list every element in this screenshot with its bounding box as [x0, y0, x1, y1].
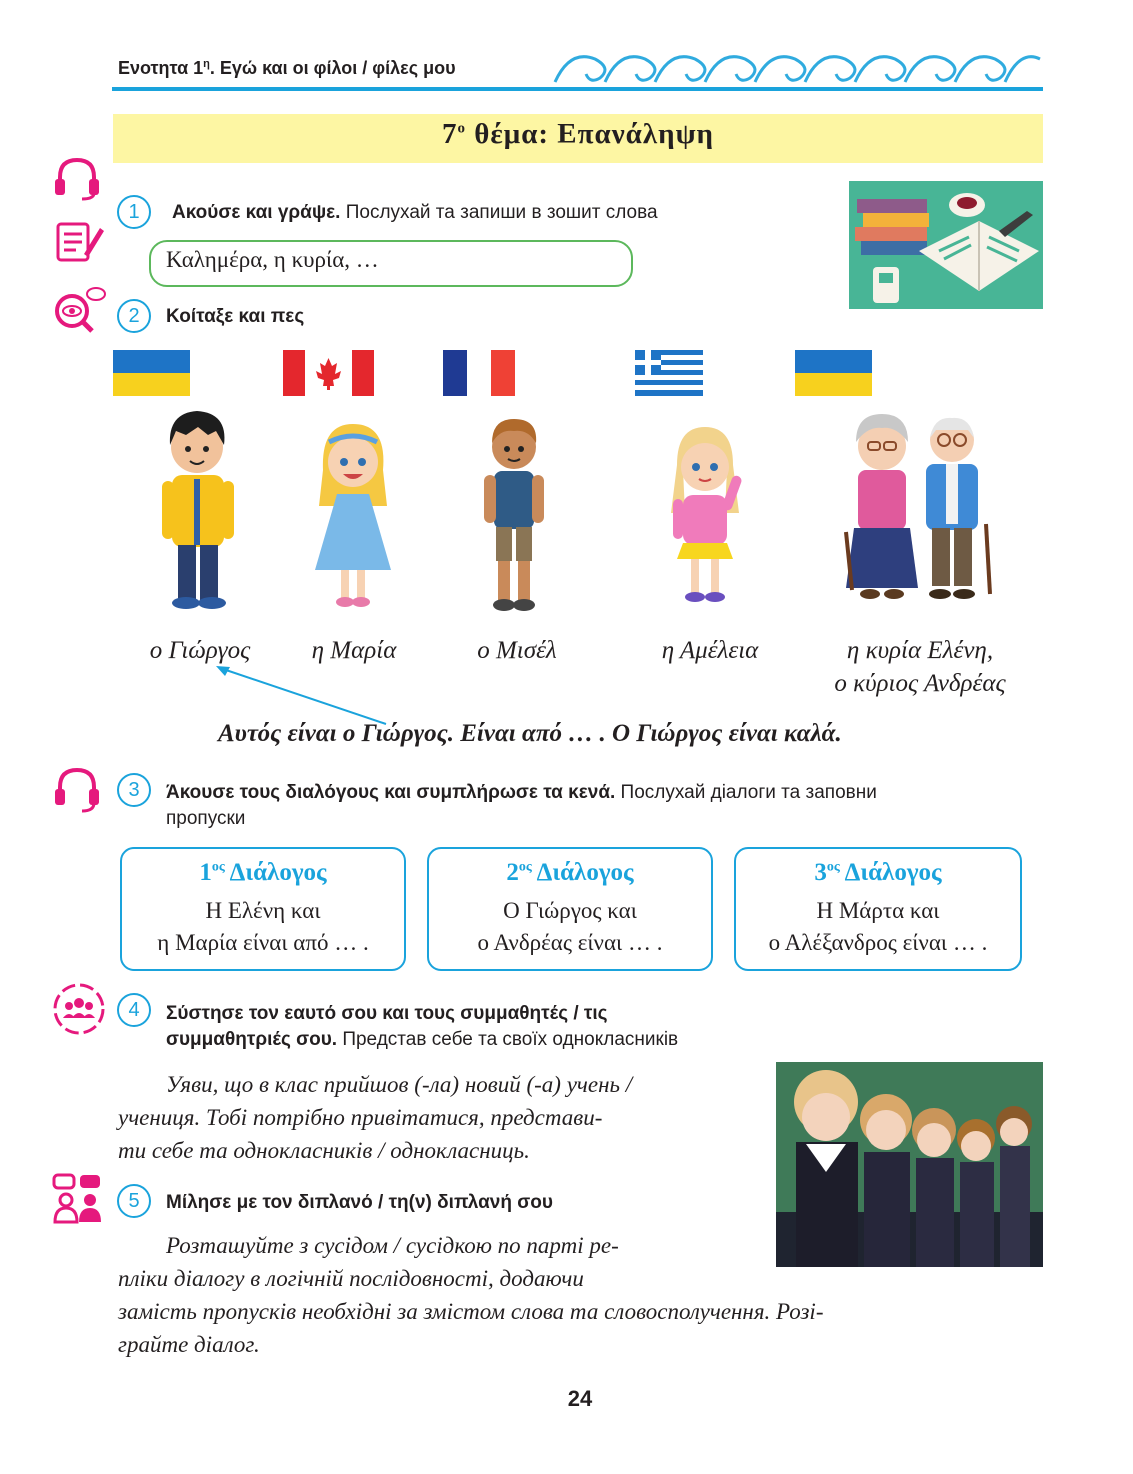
text-line: замість пропусків необхідні за змістом слова та словосполучення. Розі- [118, 1299, 824, 1324]
task-number-2: 2 [117, 299, 151, 333]
name-kyrios-andreas: ο κύριος Ανδρέας [834, 670, 1006, 697]
greece-flag [635, 350, 703, 396]
boy-giorgos-figure [150, 405, 245, 611]
headphones-icon-2 [52, 765, 102, 815]
text-line: ти себе та однокласників / однокласниць. [118, 1138, 530, 1163]
task5-instruction: Μίλησε με τον διπλανό / τη(ν) διπλανή σου [166, 1192, 553, 1213]
dialog-line: ο Αλέξανδρος είναι … . [768, 930, 988, 955]
canada-flag [283, 350, 374, 396]
task4-instruction-line2: συμμαθητριές σου. Представ себе та своїх однокласників [166, 1029, 679, 1050]
girl-ameleia-figure [655, 425, 755, 609]
boy-misel-figure [478, 415, 550, 613]
task4-instruction: Σύστησε τον εαυτό σου και τους συμμαθητές / τις [166, 1003, 608, 1024]
ukraine-flag [113, 350, 190, 396]
pointer-arrow [210, 662, 390, 728]
task5-text [118, 1229, 1043, 1361]
page-number: 24 [567, 1386, 593, 1411]
dialog-title-2: $2^{o\varsigma}$ Διάλογος [506, 859, 634, 886]
headphones-icon [52, 155, 102, 201]
france-flag [443, 350, 515, 396]
task3-instruction-line2: пропуски [166, 808, 246, 829]
dialog-box-1 [120, 847, 406, 971]
books-illustration [849, 181, 1043, 309]
text-line: Уяви, що в клас прийшов (-ла) новий (-а) учень / [166, 1072, 633, 1097]
header-rule [112, 87, 1043, 91]
grandparents-figure [830, 412, 1005, 612]
dialog-line: Η Μάρτα και [816, 898, 940, 923]
dialog-line: Ο Γιώργος και [503, 898, 637, 923]
dialog-line: η Μαρία είναι από … . [157, 930, 369, 955]
writing-icon [54, 218, 106, 264]
conversation-icon [52, 1172, 106, 1226]
dialog-title-1: $1^{o\varsigma}$ Διάλογος [199, 859, 327, 886]
wave-ornament [550, 44, 1043, 88]
answer-example: Καλημέρα, η κυρία, … [166, 247, 379, 272]
name-giorgos: ο Γιώργος [149, 637, 251, 664]
ukraine-flag-2 [795, 350, 872, 396]
dialog-line: Η Ελένη και [205, 898, 321, 923]
look-magnifier-icon [52, 285, 108, 333]
name-maria: η Μαρία [311, 637, 397, 664]
dialog-box-2 [427, 847, 713, 971]
text-line: учениця. Тобі потрібно привітатися, представи- [118, 1105, 603, 1130]
text-line: Розташуйте з сусідом / сусідкою по парті ре- [166, 1233, 619, 1258]
unit-header: Ενοτητα $1^\eta$. Εγώ και οι φίλοι / φίλες μου [118, 58, 456, 78]
text-line: пліки діалогу в логічній послідовності, додаючи [118, 1266, 584, 1291]
name-kyria-eleni: η κυρία Ελένη, [846, 637, 994, 664]
name-ameleia: η Αμέλεια [661, 637, 759, 664]
task4-text [118, 1068, 758, 1167]
dialog-title-3: $3^{o\varsigma}$ Διάλογος [814, 859, 942, 886]
task2-instruction: Κοίταξε και πες [166, 306, 305, 327]
task-number-1: 1 [117, 195, 151, 229]
example-sentence: Αυτός είναι ο Γιώργος. Είναι από … . Ο Γιώργος είναι καλά. [218, 720, 842, 747]
page-title: $7^o$ θέμα: Επανάληψη [442, 118, 714, 150]
task-number-5: 5 [117, 1184, 151, 1218]
group-people-icon [52, 982, 106, 1036]
task-number-3: 3 [117, 773, 151, 807]
task1-instruction: Ακούσε και γράψε. Послухай та запиши в зошит слова [172, 202, 658, 223]
task-number-4: 4 [117, 993, 151, 1027]
name-misel: ο Μισέλ [477, 637, 557, 664]
dialog-line: ο Ανδρέας είναι … . [477, 930, 663, 955]
girl-maria-figure [303, 420, 403, 610]
text-line: грайте діалог. [118, 1332, 260, 1357]
dialog-box-3 [734, 847, 1022, 971]
task3-instruction: Άκουσε τους διαλόγους και συμπλήρωσε τα κενά. Послухай діалоги та заповни [166, 782, 877, 803]
